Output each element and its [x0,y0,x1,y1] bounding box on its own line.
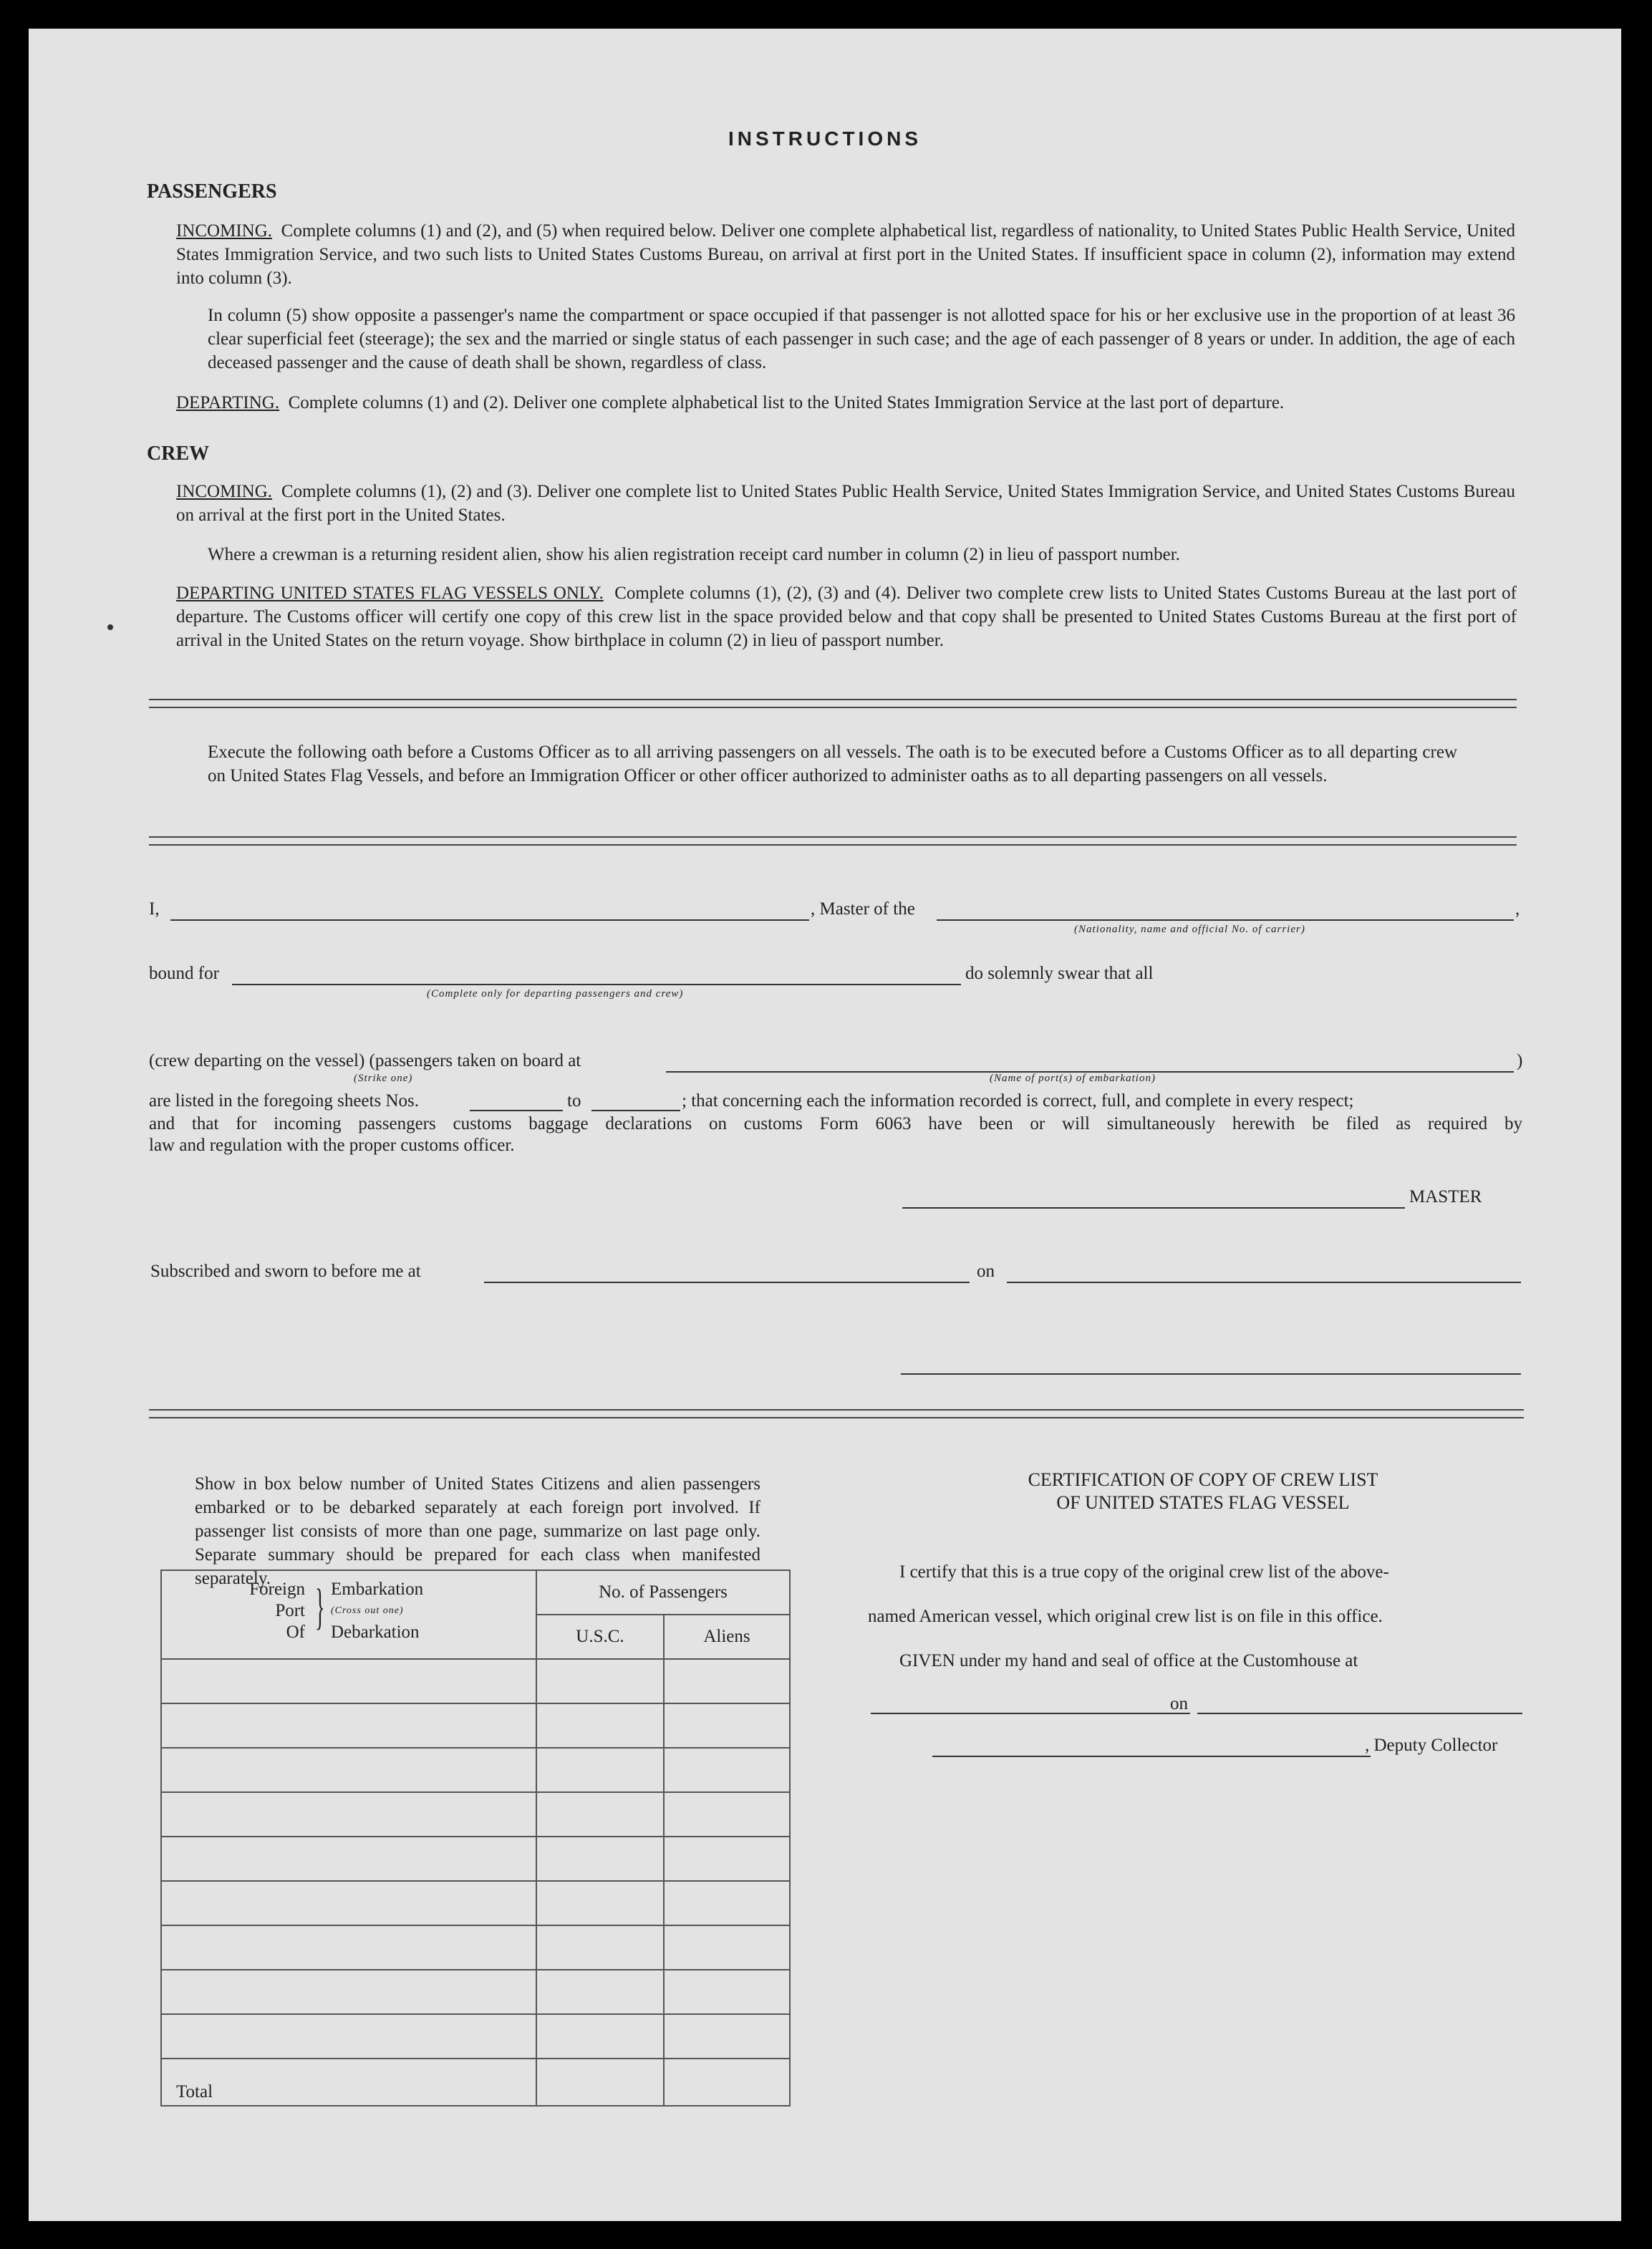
sheet-to-field[interactable] [591,1110,680,1111]
certification-date-field[interactable] [1197,1713,1522,1714]
crew-heading: CREW [147,442,210,465]
table-row [161,2014,790,2059]
passengers-departing-text: Complete columns (1) and (2). Deliver one complete alphabetical list to the United States Immigration Service at the last port of departure. [288,393,1285,412]
aliens-header: Aliens [664,1615,790,1659]
certification-line-1: I certify that this is a true copy of the original crew list of the above- [899,1562,1389,1582]
table-row [161,1970,790,2014]
crew-departing-label: (crew departing on the vessel) (passengers taken on board at [149,1051,581,1070]
crew-incoming-text: Complete columns (1), (2) and (3). Deliver one complete list to United States Public Health Service, United States Immigration Service, and United States Customs Bureau on arrival at the first port in the United States. [176,482,1515,525]
bound-for-label: bound for [149,964,219,983]
table-row-total [161,2059,790,2106]
complete-caption: (Complete only for departing passengers and crew) [427,988,684,1000]
strike-caption: (Strike one) [354,1073,413,1084]
close-paren: ) [1517,1051,1523,1070]
listed-text-d: law and regulation with the proper customs officer. [149,1136,515,1155]
deputy-collector-label: , Deputy Collector [1365,1736,1498,1755]
cross-out-label: (Cross out one) [331,1605,404,1616]
double-rule [149,836,1517,846]
embarkation-label: Embarkation [331,1580,424,1599]
embarkation-caption: (Name of port(s) of embarkation) [990,1073,1156,1084]
passengers-incoming-paragraph [176,219,1515,290]
to-label: to [567,1091,581,1111]
passengers-departing-paragraph [176,391,1522,415]
sheet-from-field[interactable] [470,1110,563,1111]
swear-label: do solemnly swear that all [965,964,1154,983]
passengers-incoming-label: INCOMING. [176,221,273,241]
table-row [161,1925,790,1970]
crew-incoming-paragraph [176,480,1515,527]
total-label: Total [161,2059,536,2106]
table-row [161,1881,790,1925]
table-row [161,1659,790,1703]
sworn-date-field[interactable] [1007,1282,1521,1283]
debarkation-label: Debarkation [331,1622,420,1642]
listed-text-b: ; that concerning each the information recorded is correct, full, and complete in every respect; [682,1091,1354,1111]
certification-title-2: OF UNITED STATES FLAG VESSEL [1056,1492,1350,1513]
crew-incoming-label: INCOMING. [176,482,273,501]
table-row [161,1837,790,1881]
master-label: MASTER [1409,1187,1482,1206]
deputy-signature-field[interactable] [932,1756,1371,1757]
nationality-caption: (Nationality, name and official No. of carrier) [1074,924,1305,935]
summary-instructions: Show in box below number of United States Citizens and alien passengers embarked or to be debarked separately at each foreign port involved. If passenger list consists of more than one page, summarize on last page only. Separate summary should be prepared for each class when manifested separately. [195,1474,760,1588]
certification-title-1: CERTIFICATION OF COPY OF CREW LIST [1028,1469,1378,1490]
foreign-label: Foreign [249,1580,305,1599]
officer-signature-field[interactable] [901,1373,1521,1375]
brace: } [315,1580,325,1635]
port-header-cell [161,1570,536,1659]
listed-text-a: are listed in the foregoing sheets Nos. [149,1091,419,1111]
passengers-heading: PASSENGERS [147,180,277,203]
port-label: Port [275,1601,305,1620]
table-row [161,1703,790,1748]
certification-on-label: on [1170,1694,1188,1713]
passengers-departing-label: DEPARTING. [176,393,280,412]
table-row [161,1748,790,1792]
crew-departing-paragraph [176,581,1517,652]
bound-for-field[interactable] [232,984,961,985]
sworn-place-field[interactable] [484,1282,970,1283]
passengers-incoming-text: Complete columns (1) and (2), and (5) when required below. Deliver one complete alphabetical list, regardless of nationality, to United States Public Health Service, United States Immigration Service, and two such lists to United States Customs Bureau, on arrival at first port in the United States. If insufficient space in column (2), information may extend into column (3). [176,221,1516,288]
master-of-label: , Master of the [811,899,915,919]
crew-departing-label: DEPARTING UNITED STATES FLAG VESSELS ONLY. [176,584,604,603]
margin-dot [107,624,113,630]
certification-line-3: GIVEN under my hand and seal of office at the Customhouse at [899,1651,1358,1670]
instructions-title: INSTRUCTIONS [728,127,922,150]
usc-header: U.S.C. [536,1615,664,1659]
master-name-field[interactable] [170,919,809,921]
crew-departing-text: Complete columns (1), (2), (3) and (4). Deliver two complete crew lists to United States Customs Bureau at the last port of departure. The Customs officer will certify one copy of this crew list in the space provided below and that copy shall be presented to United States Customs Bureau at the first port of arrival in the United States on the return voyage. Show birthplace in column (2) in lieu of passport number. [176,584,1517,650]
double-rule [149,699,1517,708]
certification-line-2: named American vessel, which original crew list is on file in this office. [868,1607,1383,1626]
master-signature-field[interactable] [902,1207,1405,1209]
passenger-summary-table [160,1570,791,2107]
crew-resident-paragraph: Where a crewman is a returning resident alien, show his alien registration receipt card number in column (2) in lieu of passport number. [208,545,1180,564]
subscribed-label: Subscribed and sworn to before me at [150,1262,421,1281]
oath-instructions: Execute the following oath before a Customs Officer as to all arriving passengers on all vessels. The oath is to be executed before a Customs Officer as to all departing crew on United States Flag Vessels, and before an Immigration Officer or other officer authorized to administer oaths as to all departing passengers on all vessels. [208,743,1457,785]
double-rule [149,1409,1524,1418]
of-label: Of [286,1622,305,1642]
vessel-field[interactable] [937,919,1514,921]
customhouse-field[interactable] [871,1713,1190,1714]
oath-i-label: I, [149,899,160,919]
listed-text-c: and that for incoming passengers customs baggage declarations on customs Form 6063 have been or will simultaneously herewith be filed as required by [149,1114,1522,1133]
passengers-column5-paragraph: In column (5) show opposite a passenger's name the compartment or space occupied if that passenger is not allotted space for his or her exclusive use in the proportion of at least 36 clear superficial feet (steerage); the sex and the married or single status of each passenger in such case; and the age of each passenger of 8 years or under. In addition, the age of each deceased passenger and the cause of death shall be shown, regardless of class. [208,306,1515,372]
form-page [29,29,1621,2221]
no-passengers-header: No. of Passengers [536,1570,790,1615]
table-row [161,1792,790,1837]
on-label: on [977,1262,995,1281]
comma: , [1515,899,1520,919]
